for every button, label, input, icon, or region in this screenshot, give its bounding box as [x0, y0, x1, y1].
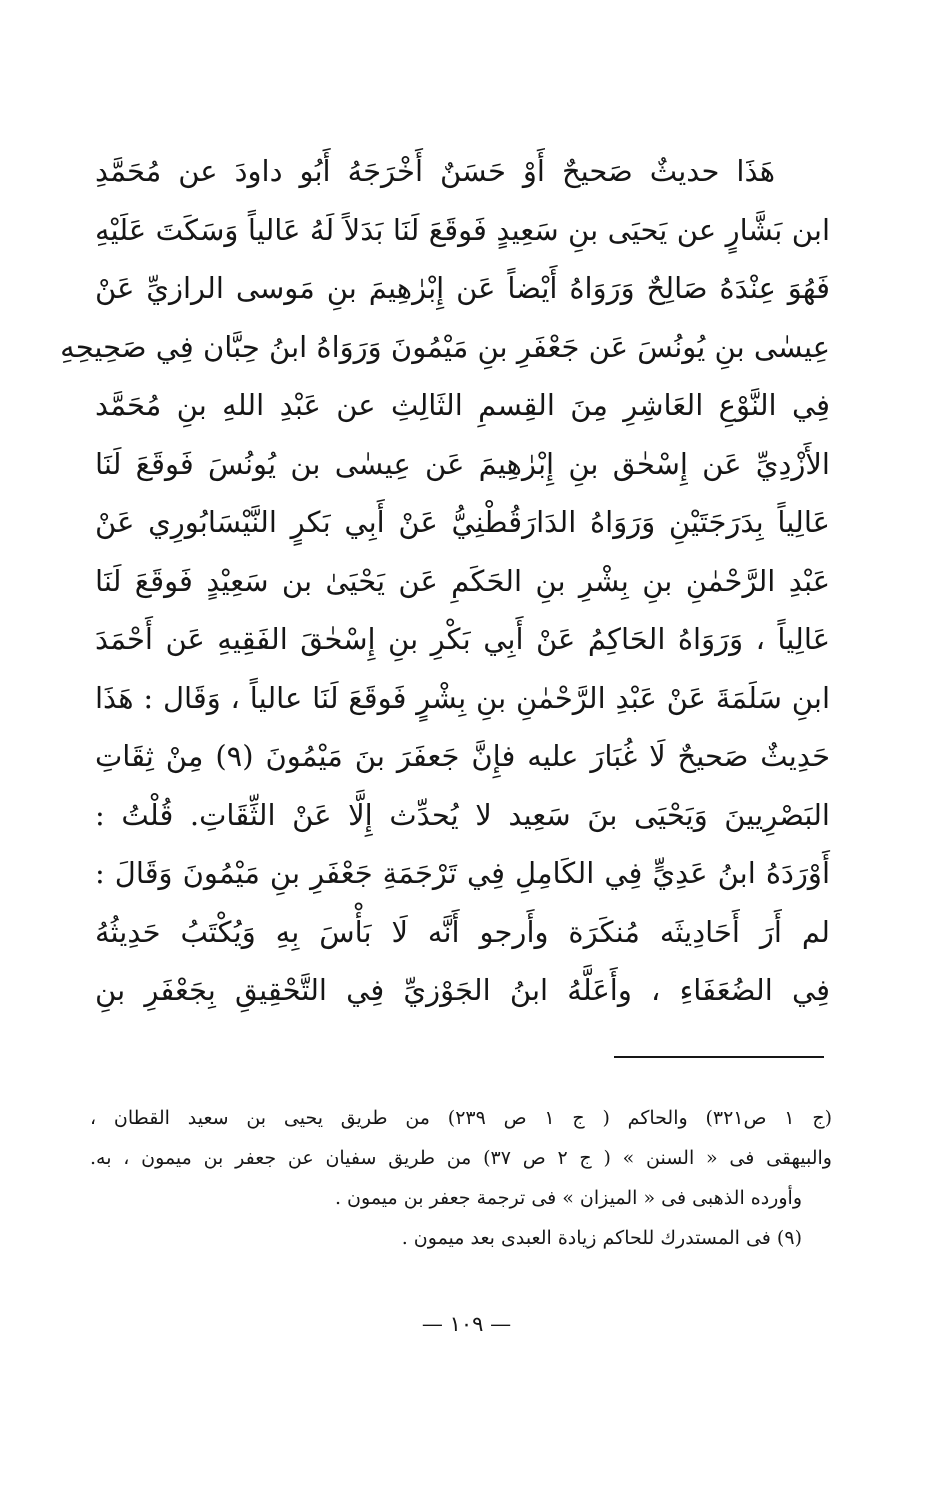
text-line: هَذَا حديثٌ صَحيحٌ أَوْ حَسَنٌ أَخْرَجَهُ أَبُو داودَ عن مُحَمَّدِ: [95, 154, 775, 188]
text-line: حَدِيثٌ صَحيحٌ لَا غُبَارَ عليه فإِنَّ جَعفَرَ بنَ مَيْمُونَ (٩) مِنْ ثِقَاتِ: [95, 739, 830, 773]
text-line: عَالِياً بِدَرَجَتَيْنِ وَرَوَاهُ الدَارَقُطْنِيُّ عَنْ أَبِي بَكرٍ النَّيْسَابُورِي عَنْ: [95, 505, 830, 539]
text-line: فِي النَّوْعِ العَاشِرِ مِنَ القِسمِ الثَالِثِ عن عَبْدِ اللهِ بنِ مُحَمَّد: [95, 388, 830, 422]
text-line: عِيسٰى بنِ يُونُسَ عَن جَعْفَرِ بنِ مَيْمُونَ وَرَوَاهُ ابنُ حِبَّان فِي صَحِيحِهِ: [60, 329, 830, 364]
footnote-separator: [614, 1056, 824, 1058]
text-line: أَوْرَدَهُ ابنُ عَدِيٍّ فِي الكَامِلِ فِي تَرْجَمَةِ جَعْفَرِ بنِ مَيْمُونَ وَقَالَ :: [95, 856, 830, 890]
footnote-line: وأورده الذهبى فى « الميزان » فى ترجمة جعفر بن ميمون .: [334, 1187, 802, 1209]
footnotes: [90, 1098, 832, 1258]
text-line: لم أَرَ أَحَادِيثَه مُنكَرَة وأَرجو أَنَّه لَا بَأْسَ بِهِ وَيُكْتَبُ حَدِيثُهُ: [95, 914, 830, 949]
footnote-line: (٩) فى المستدرك للحاكم زيادة العبدى بعد ميمون .: [401, 1227, 802, 1249]
footnote-line: (ج ١ ص٣٢١) والحاكم ( ج ١ ص ٢٣٩) من طريق يحيى بن سعيد القطان ،: [90, 1107, 832, 1129]
text-line: عَبْدِ الرَّحْمٰنِ بنِ بِشْرِ بنِ الحَكَمِ عَن يَحْيَىٰ بن سَعِيْدٍ فَوقَعَ لَنَا: [95, 563, 830, 598]
text-line: الأَزْدِيِّ عَن إِسْحٰق بنِ إِبْرٰهِيمَ عَن عِيسٰى بن يُونُسَ فَوقَعَ لَنَا: [95, 446, 830, 481]
main-text: [60, 142, 830, 1020]
text-line: ابنِ سَلَمَةَ عَنْ عَبْدِ الرَّحْمٰنِ بنِ بِشْرٍ فَوقَعَ لَنَا عالياً ، وَقَال : هَذَا: [95, 680, 830, 715]
text-line: عَالِياً ، وَرَوَاهُ الحَاكِمُ عَنْ أَبِي بَكْرِ بنِ إِسْحٰقَ الفَقِيهِ عَن أَحْمَدَ: [95, 622, 830, 656]
text-line: البَصْرِيينَ وَيَحْيَى بنَ سَعِيد لا يُحدِّث إِلَّا عَنْ الثِّقَاتِ. قُلْتُ :: [95, 797, 830, 832]
footnote-line: والبيهقى فى « السنن » ( ج ٢ ص ٣٧) من طريق سفيان عن جعفر بن ميمون ، به.: [90, 1147, 832, 1169]
text-line: ابن بَشَّارٍ عن يَحيَى بنِ سَعِيدٍ فَوقَعَ لَنَا بَدَلاً لَهُ عَالياً وَسَكَتَ عَلَيْهِ: [95, 212, 830, 247]
text-line: فِي الضُعَفَاءِ ، وأَعَلَّهُ ابنُ الجَوْزيِّ فِي التَّحْقِيقِ بِجَعْفَرِ بنِ: [95, 973, 830, 1007]
page-number: — ١٠٩ —: [421, 1312, 512, 1336]
text-line: فَهُوَ عِنْدَهُ صَالِحٌ وَرَوَاهُ أَيْضاً عَن إِبْرٰهِيمَ بنِ مَوسى الرازيِّ عَنْ: [95, 271, 830, 305]
